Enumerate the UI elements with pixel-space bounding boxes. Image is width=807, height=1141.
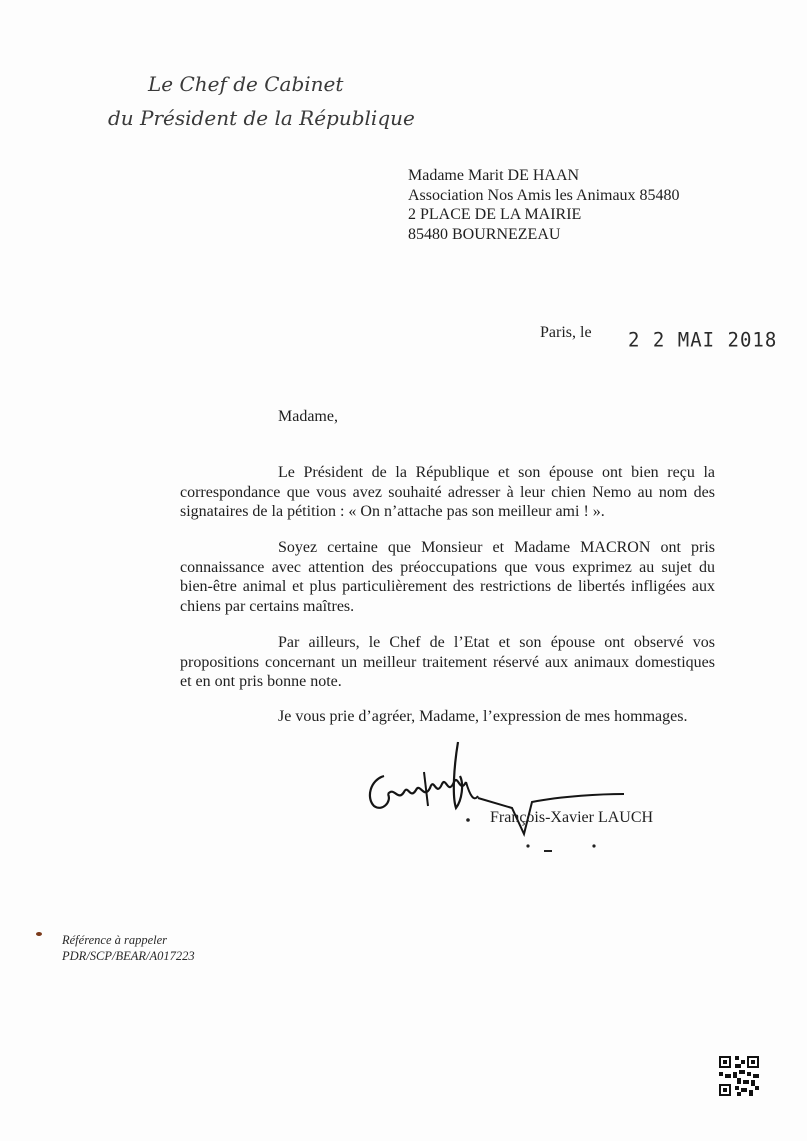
- salutation: Madame,: [278, 408, 338, 425]
- closing-formula: Je vous prie d’agréer, Madame, l’expression de mes hommages.: [278, 708, 688, 725]
- signer-name: François-Xavier LAUCH: [490, 809, 654, 826]
- letterhead-subtitle: du Président de la République: [108, 106, 415, 130]
- recipient-organization: Association Nos Amis les Animaux 85480: [408, 186, 680, 204]
- recipient-name: Madame Marit DE HAAN: [408, 167, 580, 184]
- paragraph-1: Le Président de la République et son épouse ont bien reçu la correspondance que vous avez souhaité adresser à leur chien Nemo au nom des signataires de la pétition : « On n’attache pas son meilleur ami ! ».: [180, 464, 715, 520]
- letterhead-title: Le Chef de Cabinet: [148, 72, 344, 96]
- reference-label: Référence à rappeler: [62, 933, 168, 947]
- date-place: Paris, le: [540, 324, 592, 341]
- qr-code-icon: [719, 1056, 759, 1096]
- recipient-street: 2 PLACE DE LA MAIRIE: [408, 206, 582, 223]
- ink-dots: [462, 816, 602, 856]
- reference-block: [62, 933, 195, 964]
- paragraph-3: Par ailleurs, le Chef de l’Etat et son épouse ont observé vos propositions concernant un meilleur traitement réservé aux animaux domestiques et en ont pris bonne note.: [180, 634, 715, 690]
- recipient-address: [408, 166, 680, 244]
- paragraph-2: Soyez certaine que Monsieur et Madame MACRON ont pris connaissance avec attention des préoccupations que vous exprimez au sujet du bien-être animal et plus particulièrement des restrictions de libertés infligées aux chiens par certains maîtres.: [180, 539, 715, 615]
- date-stamp: 2 2 MAI 2018: [628, 328, 778, 352]
- ink-speck: [36, 932, 42, 936]
- recipient-city: 85480 BOURNEZEAU: [408, 225, 561, 243]
- reference-code: PDR/SCP/BEAR/A017223: [62, 948, 195, 963]
